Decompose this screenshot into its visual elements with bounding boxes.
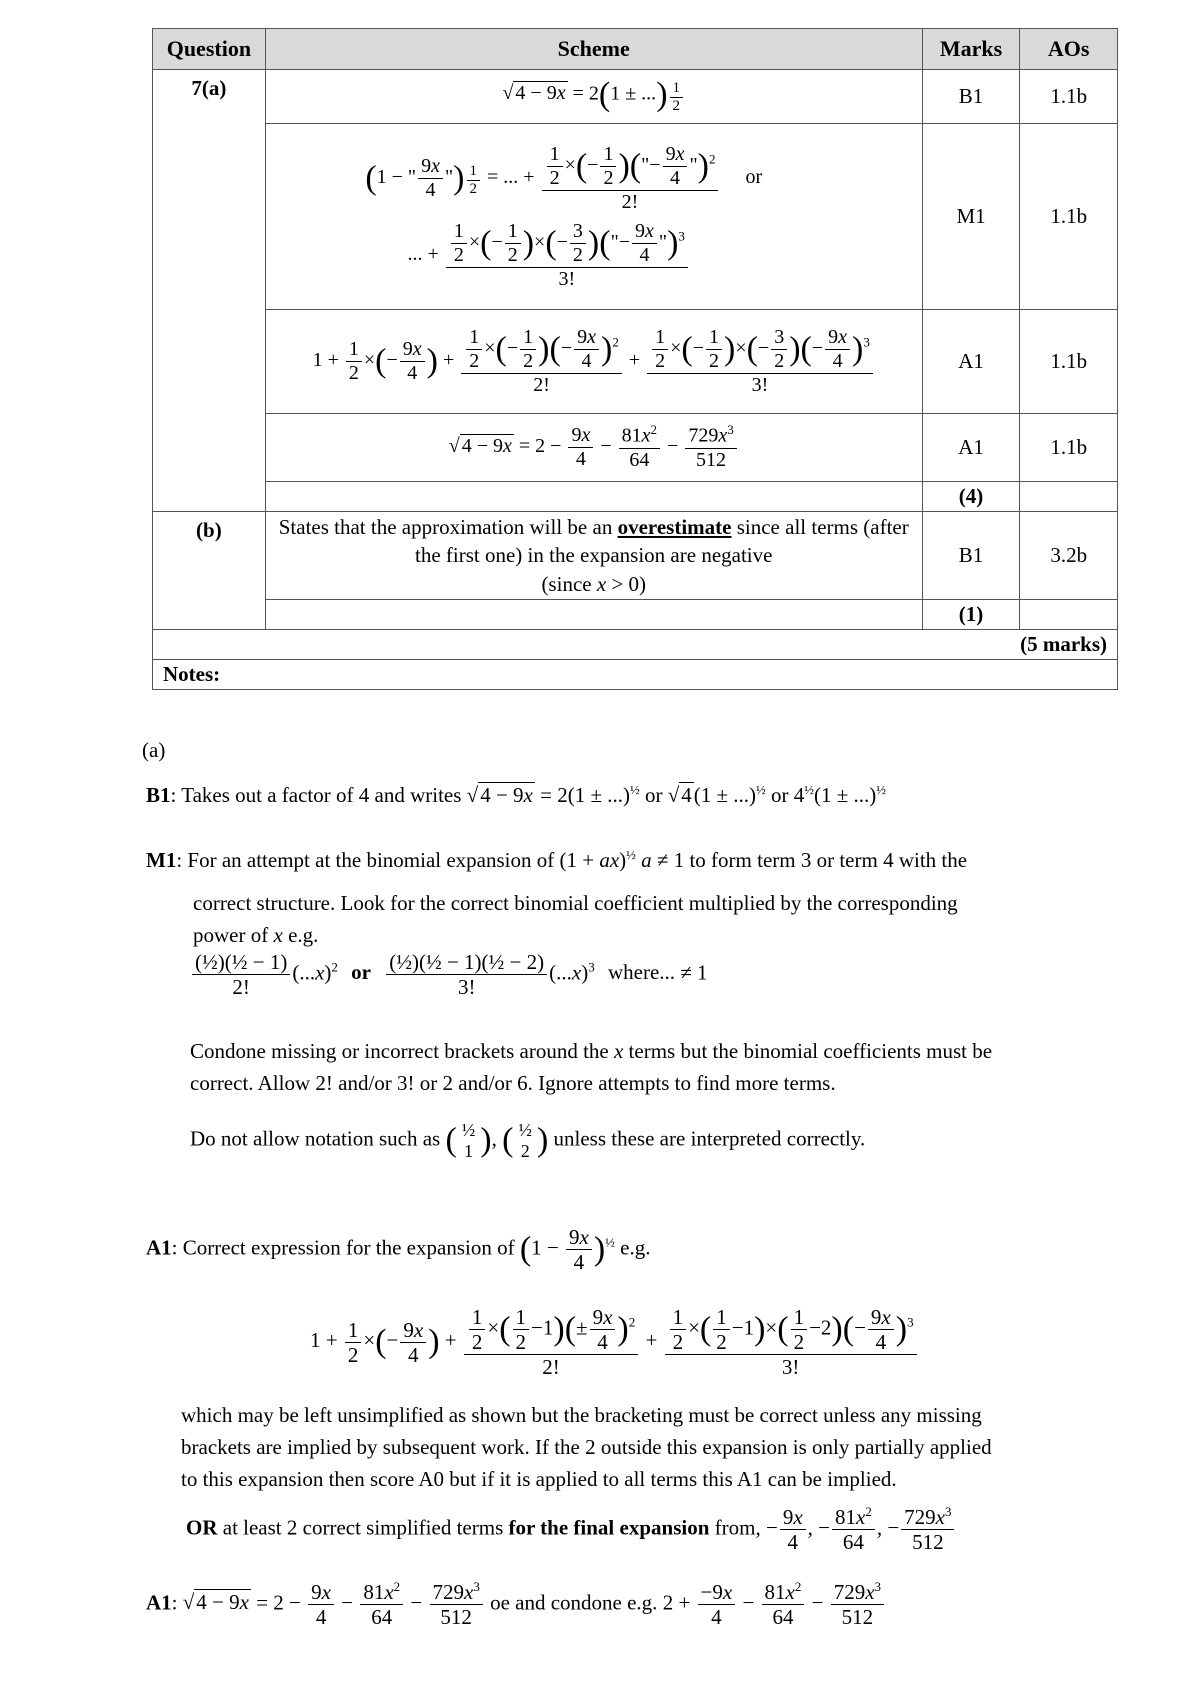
row-m1: [153, 124, 1118, 310]
question-7a: 7(a): [153, 70, 266, 512]
note-a1-final: A1: √4 − 9x = 2 − $\frac{9x}{4}$ − $\frac{81x^2}{64}$ − $\frac{729x^3}{512}$ oe and condone e.g. 2 + $\frac{-9x}{4}$ − $\frac{81x^2}{64}$ − $\frac{729x^3}{512}$: [146, 1580, 886, 1629]
header-scheme: Scheme: [265, 29, 922, 70]
subtotal-a: (4): [922, 482, 1020, 512]
ao-m1: 1.1b: [1020, 124, 1118, 310]
row-total: [153, 630, 1118, 660]
note-or-alternative: OR at least 2 correct simplified terms for the final expansion from, − $\frac{9x}{4}$ , − $\frac{81x^2}{64}$ , − $\frac{729x^3}{512}$: [186, 1505, 956, 1554]
note-condone-2: correct. Allow 2! and/or 3! or 2 and/or 6. Ignore attempts to find more terms.: [190, 1071, 836, 1095]
header-question: Question: [153, 29, 266, 70]
row-b: [153, 512, 1118, 600]
scheme-b: States that the approximation will be an overestimate since all terms (after the first one) in the expansion are negative (since x > 0): [265, 512, 922, 600]
or-text: or: [745, 165, 763, 188]
notes-label: Notes:: [153, 660, 1118, 690]
subtotal-b: (1): [922, 600, 1020, 630]
note-which-2: brackets are implied by subsequent work. If the 2 outside this expansion is only partially applied: [181, 1435, 992, 1459]
scheme-m1: (1 − " $\frac{9x}{4}$ ") $\frac{1}{2}$ = ... + $\frac{1}{2}$ ×(− $\frac{1}{2}$ )("− $\frac{9x}{4}$ ")$^2$ 2! or ... + $\frac{1}{2}$ ×(− $\frac{1}{2}$ )×(− $\frac{3}{2}$ )("− $\frac{9x}{4}$ ")$^3$ 3!: [265, 124, 922, 310]
ao-a1-1: 1.1b: [1020, 310, 1118, 414]
note-m1-line3: power of x e.g.: [193, 923, 319, 947]
row-subtotal-b: [153, 600, 1118, 630]
row-a1-2: [153, 414, 1118, 482]
overestimate-keyword: overestimate: [617, 514, 732, 539]
question-7b: (b): [153, 512, 266, 630]
ao-b: 3.2b: [1020, 512, 1118, 600]
mark-a1-1: A1: [922, 310, 1020, 414]
row-b1: [153, 70, 1118, 124]
header-aos: AOs: [1020, 29, 1118, 70]
header-marks: Marks: [922, 29, 1020, 70]
total-marks: (5 marks): [153, 630, 1118, 660]
note-a1: A1: Correct expression for the expansion of (1 − $\frac{9x}{4}$ )$^{\frac{1}{2}}$ e.g.: [146, 1225, 651, 1275]
header-row: [153, 29, 1118, 70]
ao-a1-2: 1.1b: [1020, 414, 1118, 482]
row-a1-1: [153, 310, 1118, 414]
note-a1-expansion: 1 + $\frac{1}{2}$ ×(− $\frac{9x}{4}$ ) + $\frac{1}{2}$ ×( $\frac{1}{2}$ −1)(± $\frac{9x}{4}$ )$^2$ 2! + $\frac{1}{2}$ ×( $\frac{1}{2}$ −1)×( $\frac{1}{2}$ −2)(− $\frac{9x}{4}$ )$^3$ 3!: [310, 1305, 919, 1379]
scheme-a1-expansion: 1 + $\frac{1}{2}$ ×(− $\frac{9x}{4}$ ) + $\frac{1}{2}$ ×(− $\frac{1}{2}$ )(− $\frac{9x}{4}$ )$^2$ 2! + $\frac{1}{2}$ ×(− $\frac{1}{2}$ )×(− $\frac{3}{2}$ )(− $\frac{9x}{4}$ )$^3$ 3!: [265, 310, 922, 414]
row-notes-label: [153, 660, 1118, 690]
scheme-a1-final: √ 4 − 9x = 2 − $\frac{9x}{4}$ − $\frac{81x^2}{64}$ − $\frac{729x^3}{512}$: [265, 414, 922, 482]
note-m1-line2: correct structure. Look for the correct binomial coefficient multiplied by the corresponding: [193, 891, 958, 915]
note-b1: B1: Takes out a factor of 4 and writes √4 − 9x = 2(1 ± ...)$^{\frac{1}{2}}$ or √4(1 ± ...)$^{\frac{1}{2}}$ or $4^{\frac{1}{2}}(1 \pm ...)^{\frac{1}{2}}$: [146, 782, 887, 807]
notes-part-a: (a): [142, 738, 166, 762]
mark-m1: M1: [922, 124, 1020, 310]
mark-a1-2: A1: [922, 414, 1020, 482]
note-condone-1: Condone missing or incorrect brackets around the x terms but the binomial coefficients must be: [190, 1039, 993, 1063]
note-m1: M1: For an attempt at the binomial expansion of (1 + ax)$^{\frac{1}{2}}$ a ≠ 1 to form term 3 or term 4 with the: [146, 847, 968, 872]
ao-b1: 1.1b: [1020, 70, 1118, 124]
row-subtotal-a: [153, 482, 1118, 512]
note-which-1: which may be left unsimplified as shown but the bracketing must be correct unless any missing: [181, 1403, 982, 1427]
note-notation: Do not allow notation such as ( ½ 1 ), ( ½ 2 ) unless these are interpreted correctly.: [190, 1120, 866, 1161]
note-which-3: to this expansion then score A0 but if it is applied to all terms this A1 can be implied.: [181, 1467, 897, 1491]
mark-b: B1: [922, 512, 1020, 600]
mark-b1: B1: [922, 70, 1020, 124]
mark-scheme-table: [152, 28, 1118, 690]
note-m1-example: $\frac{\text{(½)(½ − 1)}}{2!}$ $(...x)^2$ or $\frac{\text{(½)(½ − 1)(½ − 2)}}{3!}$ $(...x)^3$ where... ≠ 1: [190, 950, 708, 999]
scheme-b1: √ 4 − 9x = 2(1 ± ...) $\frac{1}{2}$: [265, 70, 922, 124]
